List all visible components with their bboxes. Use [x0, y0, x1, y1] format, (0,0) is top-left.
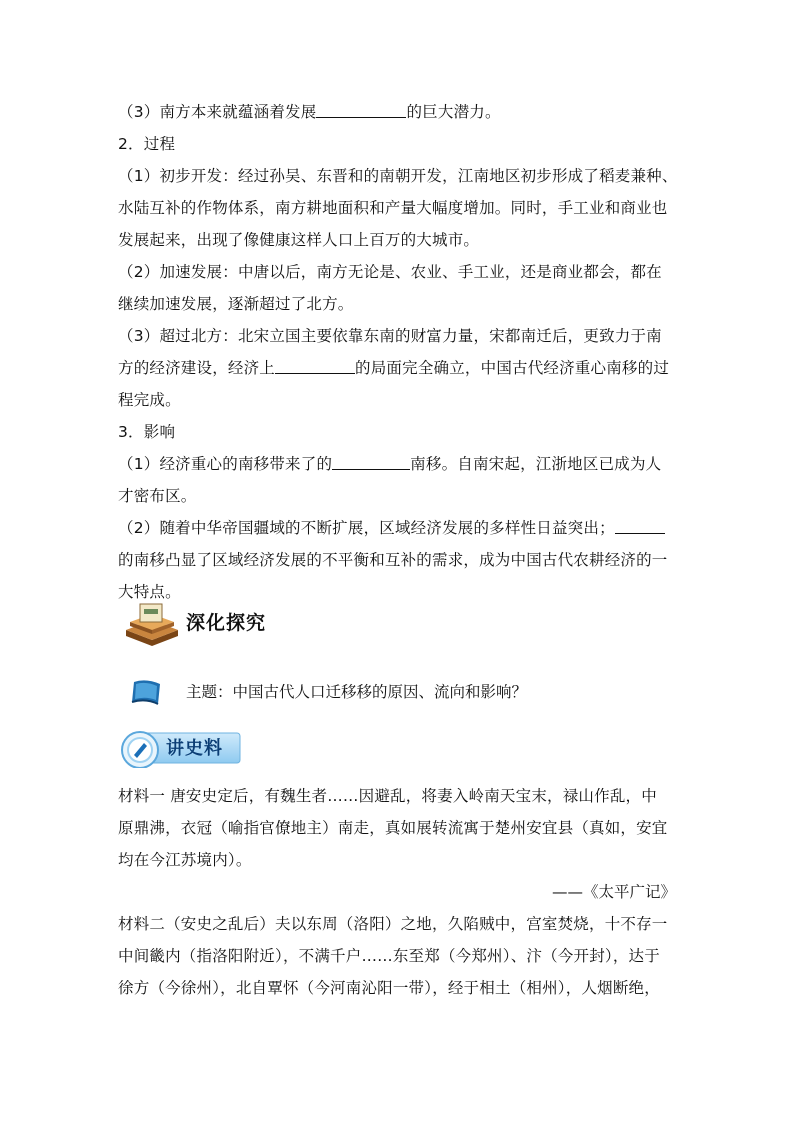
text-segment: （2）随着中华帝国疆域的不断扩展，区域经济发展的多样性日益突出； [118, 519, 615, 537]
text-segment: 南移。自南宋起，江浙地区已成为人 [410, 455, 662, 473]
line-potential [118, 96, 678, 128]
paragraph-line [118, 512, 678, 544]
text-segment: 的巨大潜力。 [406, 103, 501, 121]
heading-impact: 3．影响 [118, 423, 176, 441]
paragraph-line [118, 352, 678, 384]
fill-blank [615, 516, 665, 534]
paragraph-line: （2）加速发展：中唐以后，南方无论是、农业、手工业，还是商业都会，都在 [118, 263, 662, 281]
paragraph-line: 水陆互补的作物体系，南方耕地面积和产量大幅度增加。同时，手工业和商业也 [118, 199, 668, 217]
text-segment: 的局面完全确立，中国古代经济重心南移的过 [355, 359, 670, 377]
paragraph-line: （3）超过北方：北宋立国主要依靠东南的财富力量，宋都南迁后，更致力于南 [118, 327, 662, 345]
heading-process: 2．过程 [118, 135, 176, 153]
material-one-line: 均在今江苏境内）。 [118, 851, 252, 869]
paragraph-line: 的南移凸显了区域经济发展的不平衡和互补的需求，成为中国古代农耕经济的一 [118, 551, 668, 569]
paragraph-line: 才密布区。 [118, 487, 197, 505]
paragraph-line: 发展起来，出现了像健康这样人口上百万的大城市。 [118, 231, 480, 249]
text-segment: （1）经济重心的南移带来了的 [118, 455, 333, 473]
text-segment: 方的经济建设，经济上 [118, 359, 276, 377]
paragraph-line [118, 448, 678, 480]
fill-blank [275, 356, 355, 374]
material-one-line: 原鼎沸，衣冠（喻指官僚地主）南走，真如展转流寓于楚州安宜县（真如，安宜 [118, 819, 668, 837]
material-two-line: 徐方（今徐州），北自覃怀（今河南沁阳一带），经于相土（相州），人烟断绝， [118, 979, 660, 997]
material-one-line: 材料一 唐安史定后，有魏生者……因避乱，将妻入岭南天宝末，禄山作乱，中 [118, 787, 657, 805]
section-title: 深化探究 [186, 612, 267, 634]
paragraph-line: 继续加速发展，逐渐超过了北方。 [118, 295, 354, 313]
text-segment: （3）南方本来就蕴涵着发展 [118, 103, 317, 121]
paragraph-line: 大特点。 [118, 583, 181, 601]
paragraph-line: 程完成。 [118, 391, 181, 409]
topic-question: 主题：中国古代人口迁移移的原因、流向和影响？ [186, 683, 528, 701]
books-icon [122, 600, 182, 646]
material-two-line: 材料二（安史之乱后）夫以东周（洛阳）之地，久陷贼中，宫室焚烧，十不存一 [118, 915, 668, 933]
source-citation: ——《太平广记》 [551, 883, 676, 901]
fill-blank [316, 100, 406, 118]
paragraph-line: （1）初步开发：经过孙吴、东晋和的南朝开发，江南地区初步形成了稻麦兼种、 [118, 167, 678, 185]
fill-blank [332, 452, 410, 470]
bookmark-icon [130, 678, 164, 706]
badge-label: 讲史料 [166, 738, 223, 759]
material-two-line: 中间畿内（指洛阳附近），不满千户……东至郑（今郑州）、汴（今开封），达于 [118, 947, 660, 965]
